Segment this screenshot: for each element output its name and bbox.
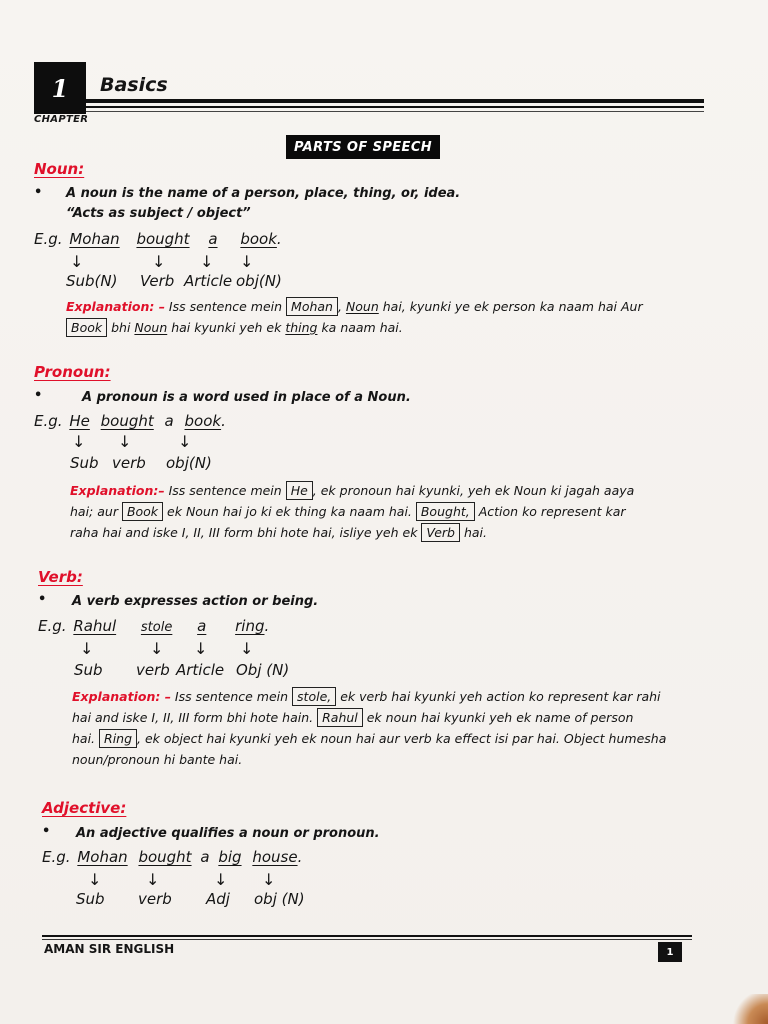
chapter-label: CHAPTER (34, 114, 89, 125)
role-label: Sub (70, 454, 99, 472)
header-rule (86, 99, 704, 103)
eg-word: a (197, 617, 207, 635)
verb-explanation (72, 686, 712, 770)
eg-word: book (184, 412, 222, 430)
noun-heading: Noun: (34, 160, 85, 178)
explanation-text: , (337, 299, 346, 314)
boxed-word: He (286, 481, 313, 500)
eg-prefix: E.g. (34, 412, 63, 430)
role-label: obj(N) (166, 454, 212, 472)
pronoun-example (34, 412, 226, 430)
noun-definition: A noun is the name of a person, place, thing, or, idea. (66, 186, 461, 201)
chapter-title: Basics (100, 74, 168, 96)
down-arrow-icon: ↓ (262, 870, 276, 889)
down-arrow-icon: ↓ (80, 639, 94, 658)
bullet-icon: • (42, 824, 51, 839)
role-label: Article (184, 272, 233, 290)
boxed-word: Mohan (286, 297, 338, 316)
role-label: Sub(N) (66, 272, 118, 290)
role-label: obj (N) (254, 890, 305, 908)
chapter-number: 1 (51, 73, 69, 103)
down-arrow-icon: ↓ (70, 252, 84, 271)
boxed-word: Book (122, 502, 163, 521)
eg-word: stole (140, 620, 173, 635)
explanation-text: hai and iske I, II, III form bhi hote hain. (72, 710, 318, 725)
pronoun-explanation (70, 480, 720, 543)
down-arrow-icon: ↓ (146, 870, 160, 889)
pronoun-heading: Pronoun: (34, 363, 111, 381)
eg-word: bought (136, 230, 190, 248)
role-label: verb (138, 890, 172, 908)
footer-rule (42, 935, 692, 937)
role-label: Obj (N) (236, 661, 290, 679)
underlined-word: thing (285, 320, 318, 335)
bullet-icon: • (38, 592, 47, 607)
adjective-definition: An adjective qualifies a noun or pronoun. (76, 826, 380, 841)
chapter-number-box (34, 62, 86, 114)
eg-word: big (218, 848, 242, 866)
eg-word: bought (100, 412, 154, 430)
footer-rule-thin (42, 939, 692, 940)
eg-prefix: E.g. (38, 617, 67, 635)
eg-word: Rahul (73, 617, 117, 635)
down-arrow-icon: ↓ (240, 252, 254, 271)
boxed-word: Bought, (416, 502, 475, 521)
explanation-text: hai. (460, 525, 488, 540)
explanation-text: Iss sentence mein (170, 689, 293, 704)
pronoun-definition: A pronoun is a word used in place of a Noun. (82, 390, 411, 405)
boxed-word: stole, (292, 687, 336, 706)
explanation-text: hai, kyunki ye ek person ka naam hai Aur (378, 299, 643, 314)
boxed-word: Verb (421, 523, 460, 542)
down-arrow-icon: ↓ (240, 639, 254, 658)
eg-word: He (69, 412, 90, 430)
down-arrow-icon: ↓ (200, 252, 214, 271)
bullet-icon: • (34, 388, 43, 403)
role-label: Verb (140, 272, 175, 290)
role-label: Adj (206, 890, 230, 908)
explanation-text: noun/pronoun hi bante hai. (72, 752, 243, 767)
eg-word: bought (138, 848, 192, 866)
down-arrow-icon: ↓ (88, 870, 102, 889)
eg-word: a (200, 848, 210, 866)
eg-end: . (221, 412, 226, 430)
noun-explanation (66, 296, 716, 338)
eg-word: Mohan (69, 230, 120, 248)
down-arrow-icon: ↓ (214, 870, 228, 889)
boxed-word: Book (66, 318, 107, 337)
role-label: Sub (76, 890, 105, 908)
header-rule-thin (86, 106, 704, 108)
bullet-icon: • (34, 185, 43, 200)
eg-word: ring (235, 617, 265, 635)
underlined-word: Noun (134, 320, 168, 335)
adjective-example (42, 848, 302, 866)
role-label: verb (136, 661, 170, 679)
footer-brand: AMAN SIR ENGLISH (44, 942, 175, 956)
down-arrow-icon: ↓ (178, 432, 192, 451)
eg-end: . (276, 230, 282, 248)
explanation-text: hai kyunki yeh ek (167, 320, 286, 335)
down-arrow-icon: ↓ (118, 432, 132, 451)
eg-word: house (252, 848, 298, 866)
down-arrow-icon: ↓ (72, 432, 86, 451)
boxed-word: Rahul (317, 708, 363, 727)
underlined-word: Noun (345, 299, 379, 314)
down-arrow-icon: ↓ (194, 639, 208, 658)
verb-heading: Verb: (38, 568, 83, 586)
explanation-label: Explanation: – (72, 689, 171, 704)
header-rule-thin-2 (86, 111, 704, 112)
eg-prefix: E.g. (34, 230, 63, 248)
boxed-word: Ring (99, 729, 137, 748)
verb-definition: A verb expresses action or being. (72, 594, 319, 609)
explanation-text: ek Noun hai jo ki ek thing ka naam hai. (163, 504, 416, 519)
eg-prefix: E.g. (42, 848, 71, 866)
eg-end: . (264, 617, 270, 635)
explanation-text: bhi (107, 320, 135, 335)
eg-word: Mohan (77, 848, 128, 866)
verb-example (38, 617, 269, 635)
eg-word: a (208, 230, 218, 248)
explanation-text: ek noun hai kyunki yeh ek name of person (362, 710, 634, 725)
role-label: obj(N) (236, 272, 282, 290)
adjective-heading: Adjective: (42, 799, 127, 817)
parts-of-speech-banner: PARTS OF SPEECH (286, 135, 440, 159)
down-arrow-icon: ↓ (152, 252, 166, 271)
explanation-text: Iss sentence mein (164, 483, 286, 498)
role-label: verb (112, 454, 146, 472)
role-label: Sub (74, 661, 103, 679)
explanation-text: Iss sentence mein (164, 299, 287, 314)
explanation-label: Explanation: – (66, 299, 165, 314)
explanation-text: , ek object hai kyunki yeh ek noun hai aur verb ka effect isi par hai. Object humesha (137, 731, 667, 746)
explanation-text: ek verb hai kyunki yeh action ko represent kar rahi (336, 689, 661, 704)
explanation-label: Explanation:– (70, 483, 165, 498)
eg-word: a (164, 412, 174, 430)
explanation-text: raha hai and iske I, II, III form bhi hote hai, isliye yeh ek (70, 525, 422, 540)
role-label: Article (176, 661, 225, 679)
eg-word: book (240, 230, 277, 248)
corner-shadow (728, 994, 768, 1024)
explanation-text: , ek pronoun hai kyunki, yeh ek Noun ki jagah aaya (312, 483, 635, 498)
noun-example (34, 230, 282, 248)
explanation-text: hai. (72, 731, 100, 746)
down-arrow-icon: ↓ (150, 639, 164, 658)
page-number: 1 (658, 942, 682, 962)
eg-end: . (297, 848, 303, 866)
explanation-text: ka naam hai. (317, 320, 403, 335)
noun-note: “Acts as subject / object” (66, 206, 251, 221)
explanation-text: hai; aur (70, 504, 122, 519)
explanation-text: Action ko represent kar (474, 504, 626, 519)
